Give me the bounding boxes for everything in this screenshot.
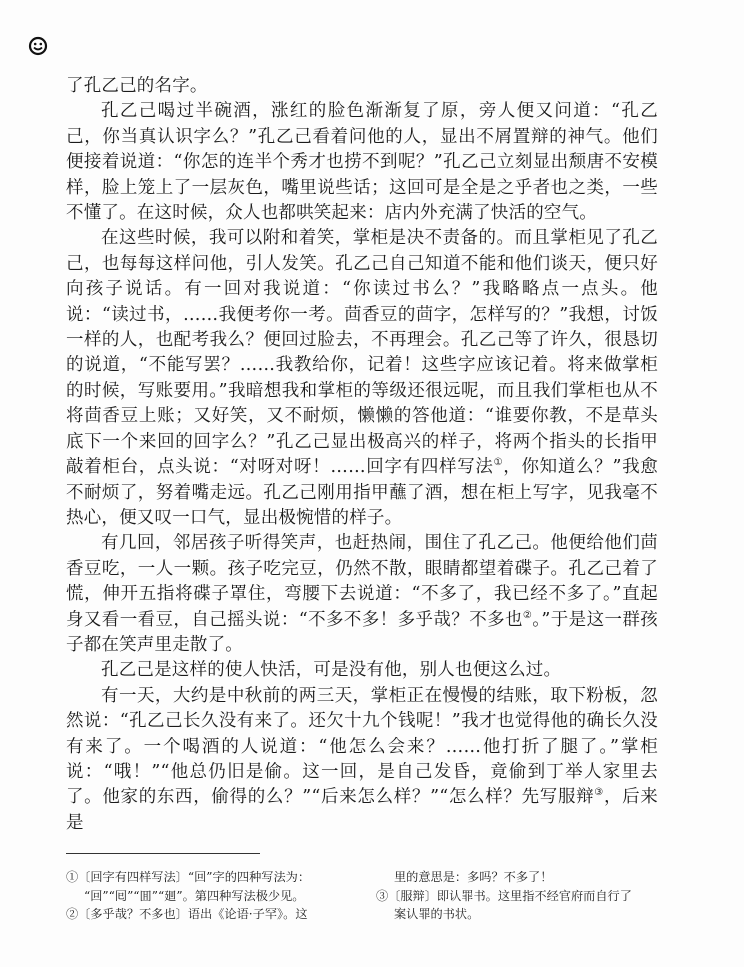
paragraph-5-text-b: ，后来是 [66,787,659,833]
paragraph-2-text-a: 在这些时候，我可以附和着笑，掌柜是决不责备的。而且掌柜见了孔乙己，也每每这样问他，引人发笑。孔乙己自己知道不能和他们谈天，便只好向孩子说话。有一回对我说道：“你读过书么？”我略略点一点头。他说：“读过书，……我便考你一考。茴香豆的茴字，怎样写的？”我想，讨饭一样的人，也配考我么？便回过脸去，不再理会。孔乙己等了许久，很恳切的说道，“不能写罢？……我教给你，记着！这些字应该记着。将来做掌柜的时候，写账要用。”我暗想我和掌柜的等级还很远呢，而且我们掌柜也从不将茴香豆上账；又好笑，又不耐烦，懒懒的答他道：“谁要你教，不是草头底下一个来回的回字么？”孔乙己显出极高兴的样子，将两个指头的长指甲敲着柜台，点头说：“对呀对呀！……回字有四样写法 [66,228,658,478]
paragraph-1-text: 孔乙己喝过半碗酒，涨红的脸色渐渐复了原，旁人便又问道：“孔乙己，你当真认识字么？”孔乙己看着问他的人，显出不屑置辩的神气。他们便接着说道：“你怎的连半个秀才也捞不到呢？”孔乙己立刻显出颓唐不安模样，脸上笼上了一层灰色，嘴里说些话；这回可是全是之乎者也之类，一些不懂了。在这时候，众人也都哄笑起来：店内外充满了快活的空气。 [66,101,658,224]
paragraph-3 [66,531,658,658]
paragraph-1 [66,99,658,226]
footnote-3-line-1: ③〔服辩〕即认罪书。这里指不经官府而自行了 [376,888,632,903]
footnote-ref-2: ② [522,609,533,621]
footnote-ref-3: ③ [594,787,604,799]
paragraph-2-text-b: ，你知道么？”我愈不耐烦了，努着嘴走远。孔乙己刚用指甲蘸了酒，想在柜上写字，见我毫不热心，便又叹一口气，显出极惋惜的样子。 [66,457,658,528]
smiley-face-icon [28,36,48,56]
paragraph-5 [66,684,658,836]
footnote-3-line-2: 案认罪的书状。 [394,907,480,921]
footnote-2-line-2: 里的意思是：多吗？不多了！ [394,870,553,884]
paragraph-4 [66,658,658,683]
footnote-ref-1: ① [493,457,504,469]
footnotes-left-column [66,868,366,924]
paragraph-0-text: 了孔乙己的名字。 [66,76,208,96]
paragraph-3-text-b: 。”于是这一群孩子都在笑声里走散了。 [66,609,658,655]
footnote-2-line-1: ②〔多乎哉？不多也〕语出《论语·子罕》。这 [66,907,308,921]
footnote-1-line-2: “回”“囘”“囬”“廻”。第四种写法极少见。 [84,888,305,903]
paragraph-4-text: 孔乙己是这样的使人快活，可是没有他，别人也便这么过。 [101,660,562,681]
footnotes-right-column [376,868,666,924]
story-text [66,74,658,836]
paragraph-2 [66,226,658,531]
paragraph-3-text-a: 有几回，邻居孩子听得笑声，也赶热闹，围住了孔乙己。他便给他们茴香豆吃，一人一颗。孩子吃完豆，仍然不散，眼睛都望着碟子。孔乙己着了慌，伸开五指将碟子罩住，弯腰下去说道：“不多了，我已经不多了。”直起身又看一看豆，自己摇头说：“不多不多！多乎哉？不多也 [66,533,658,630]
paragraph-5-text-a: 有一天，大约是中秋前的两三天，掌柜正在慢慢的结账，取下粉板，忽然说：“孔乙己长久没有来了。还欠十九个钱呢！”我才也觉得他的确长久没有来了。一个喝酒的人说道：“他怎么会来？……他打折了腿了。”掌柜说：“哦！”“他总仍旧是偷。这一回，是自己发昏，竟偷到丁举人家里去了。他家的东西，偷得的么？”“后来怎么样？”“怎么样？先写服辩 [66,685,658,808]
paragraph-0 [66,74,658,99]
footnote-divider [66,853,260,854]
footnote-1-line-1: ①〔回字有四样写法〕“回”字的四种写法为： [66,870,311,884]
